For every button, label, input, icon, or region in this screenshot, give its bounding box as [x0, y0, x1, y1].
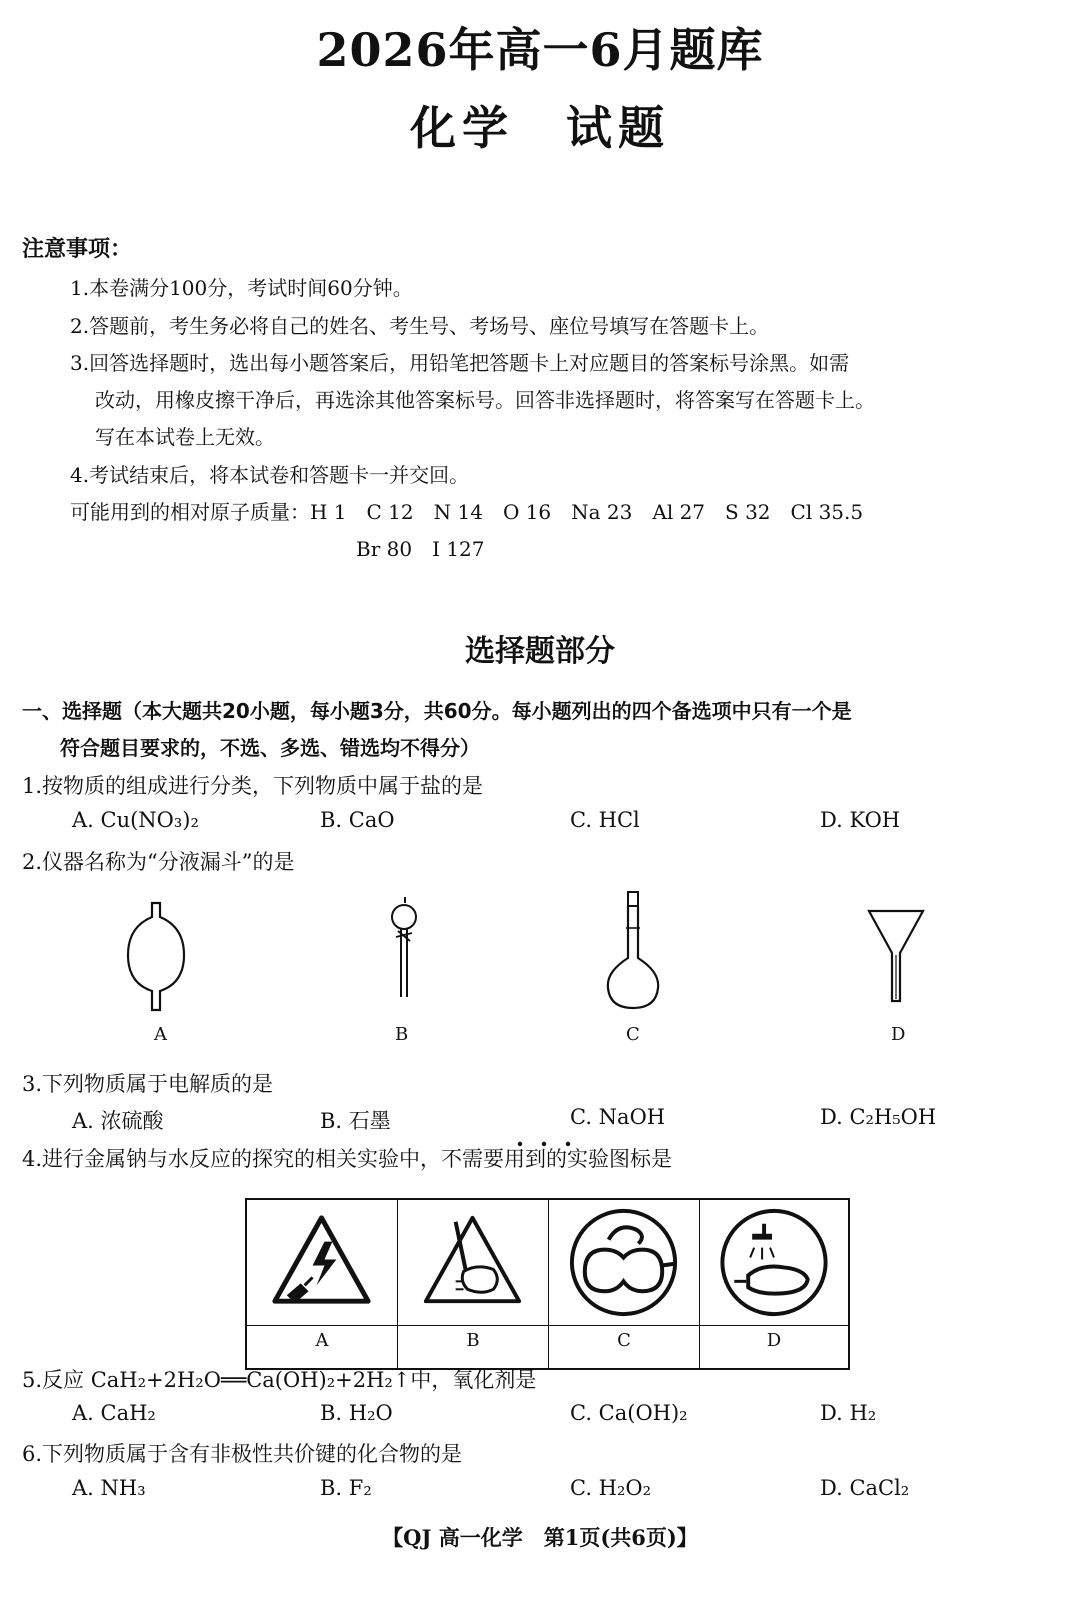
question-5-option-c: C. Ca(OH)₂	[570, 1401, 688, 1425]
question-6-option-d: D. CaCl₂	[820, 1476, 910, 1500]
question-2-stem: 2.仪器名称为“分液漏斗”的是	[22, 850, 295, 874]
question-4-stem-suffix: 用到的实验图标是	[504, 1147, 673, 1171]
symbol-cell-a	[247, 1200, 398, 1368]
notice-item-3-cont2: 写在本试卷上无效。	[95, 425, 275, 449]
section-title: 选择题部分	[465, 634, 615, 669]
question-2-label-c: C	[626, 1024, 640, 1045]
question-1-option-a: A. Cu(NO₃)₂	[72, 808, 199, 832]
symbol-label-a: A	[315, 1330, 329, 1351]
emphasis-dots	[512, 1140, 582, 1148]
exam-title: 2026年高一6月题库	[316, 23, 764, 77]
volumetric-flask-icon	[600, 888, 670, 1016]
wash-hands-icon	[700, 1200, 848, 1326]
question-5-option-a: A. CaH₂	[72, 1401, 156, 1425]
question-3-stem: 3.下列物质属于电解质的是	[22, 1072, 274, 1096]
notice-item-3: 3.回答选择题时，选出每小题答案后，用铅笔把答题卡上对应题目的答案标号涂黑。如需	[70, 351, 850, 375]
sharp-object-hazard-icon	[398, 1200, 548, 1326]
atomic-mass-line-2: Br 80 I 127	[356, 537, 485, 561]
question-6-option-a: A. NH₃	[72, 1476, 146, 1500]
notice-item-1: 1.本卷满分100分，考试时间60分钟。	[70, 276, 413, 300]
symbol-label-c: C	[617, 1330, 631, 1351]
electrical-hazard-icon	[247, 1200, 397, 1326]
atomic-mass-line-1: 可能用到的相对原子质量：H 1 C 12 N 14 O 16 Na 23 Al 27 S 32 Cl 35.5	[70, 500, 864, 524]
symbol-cell-b	[398, 1200, 549, 1368]
question-6-option-b: B. F₂	[320, 1476, 372, 1500]
part-heading: 一、选择题（本大题共20小题，每小题3分，共60分。每小题列出的四个备选项中只有一个是	[22, 699, 852, 723]
question-1-option-c: C. HCl	[570, 808, 640, 832]
symbol-cell-c	[549, 1200, 700, 1368]
question-1-stem: 1.按物质的组成进行分类，下列物质中属于盐的是	[22, 774, 484, 798]
question-1-option-b: B. CaO	[320, 808, 395, 832]
question-6-stem: 6.下列物质属于含有非极性共价键的化合物的是	[22, 1442, 463, 1466]
symbol-label-d: D	[766, 1330, 782, 1351]
goggles-icon	[549, 1200, 699, 1326]
question-4-emphasis: 不需要	[441, 1147, 505, 1171]
question-4-stem-prefix: 4.进行金属钠与水反应的探究的相关实验中，	[22, 1147, 442, 1171]
question-3-option-a: A. 浓硫酸	[72, 1109, 164, 1133]
question-5-stem: 5.反应 CaH₂+2H₂O══Ca(OH)₂+2H₂↑中，氧化剂是	[22, 1368, 537, 1392]
separatory-funnel-pear-icon	[120, 895, 210, 1015]
notice-item-4: 4.考试结束后，将本试卷和答题卡一并交回。	[70, 463, 470, 487]
question-3-option-d: D. C₂H₅OH	[820, 1105, 937, 1129]
question-2-label-b: B	[395, 1024, 409, 1045]
lab-symbols-table	[245, 1198, 850, 1370]
question-3-option-b: B. 石墨	[320, 1109, 391, 1133]
question-3-option-c: C. NaOH	[570, 1105, 666, 1129]
symbol-label-b: B	[466, 1330, 480, 1351]
subject-title: 化学 试题	[410, 101, 670, 155]
page-footer: 【QJ 高一化学 第1页(共6页)】	[382, 1525, 698, 1550]
notice-item-3-cont: 改动，用橡皮擦干净后，再选涂其他答案标号。回答非选择题时，将答案写在答题卡上。	[95, 388, 875, 412]
dropping-funnel-icon	[380, 895, 430, 1005]
notice-heading: 注意事项：	[22, 237, 133, 262]
question-5-option-b: B. H₂O	[320, 1401, 393, 1425]
question-6-option-c: C. H₂O₂	[570, 1476, 652, 1500]
symbol-cell-d	[700, 1200, 848, 1368]
question-5-option-d: D. H₂	[820, 1401, 877, 1425]
question-2-label-a: A	[154, 1024, 167, 1045]
question-2-label-d: D	[891, 1024, 906, 1045]
part-heading-cont: 符合题目要求的，不选、多选、错选均不得分）	[60, 736, 480, 760]
question-1-option-d: D. KOH	[820, 808, 901, 832]
notice-item-2: 2.答题前，考生务必将自己的姓名、考生号、考场号、座位号填写在答题卡上。	[70, 314, 770, 338]
funnel-icon	[866, 905, 926, 1005]
